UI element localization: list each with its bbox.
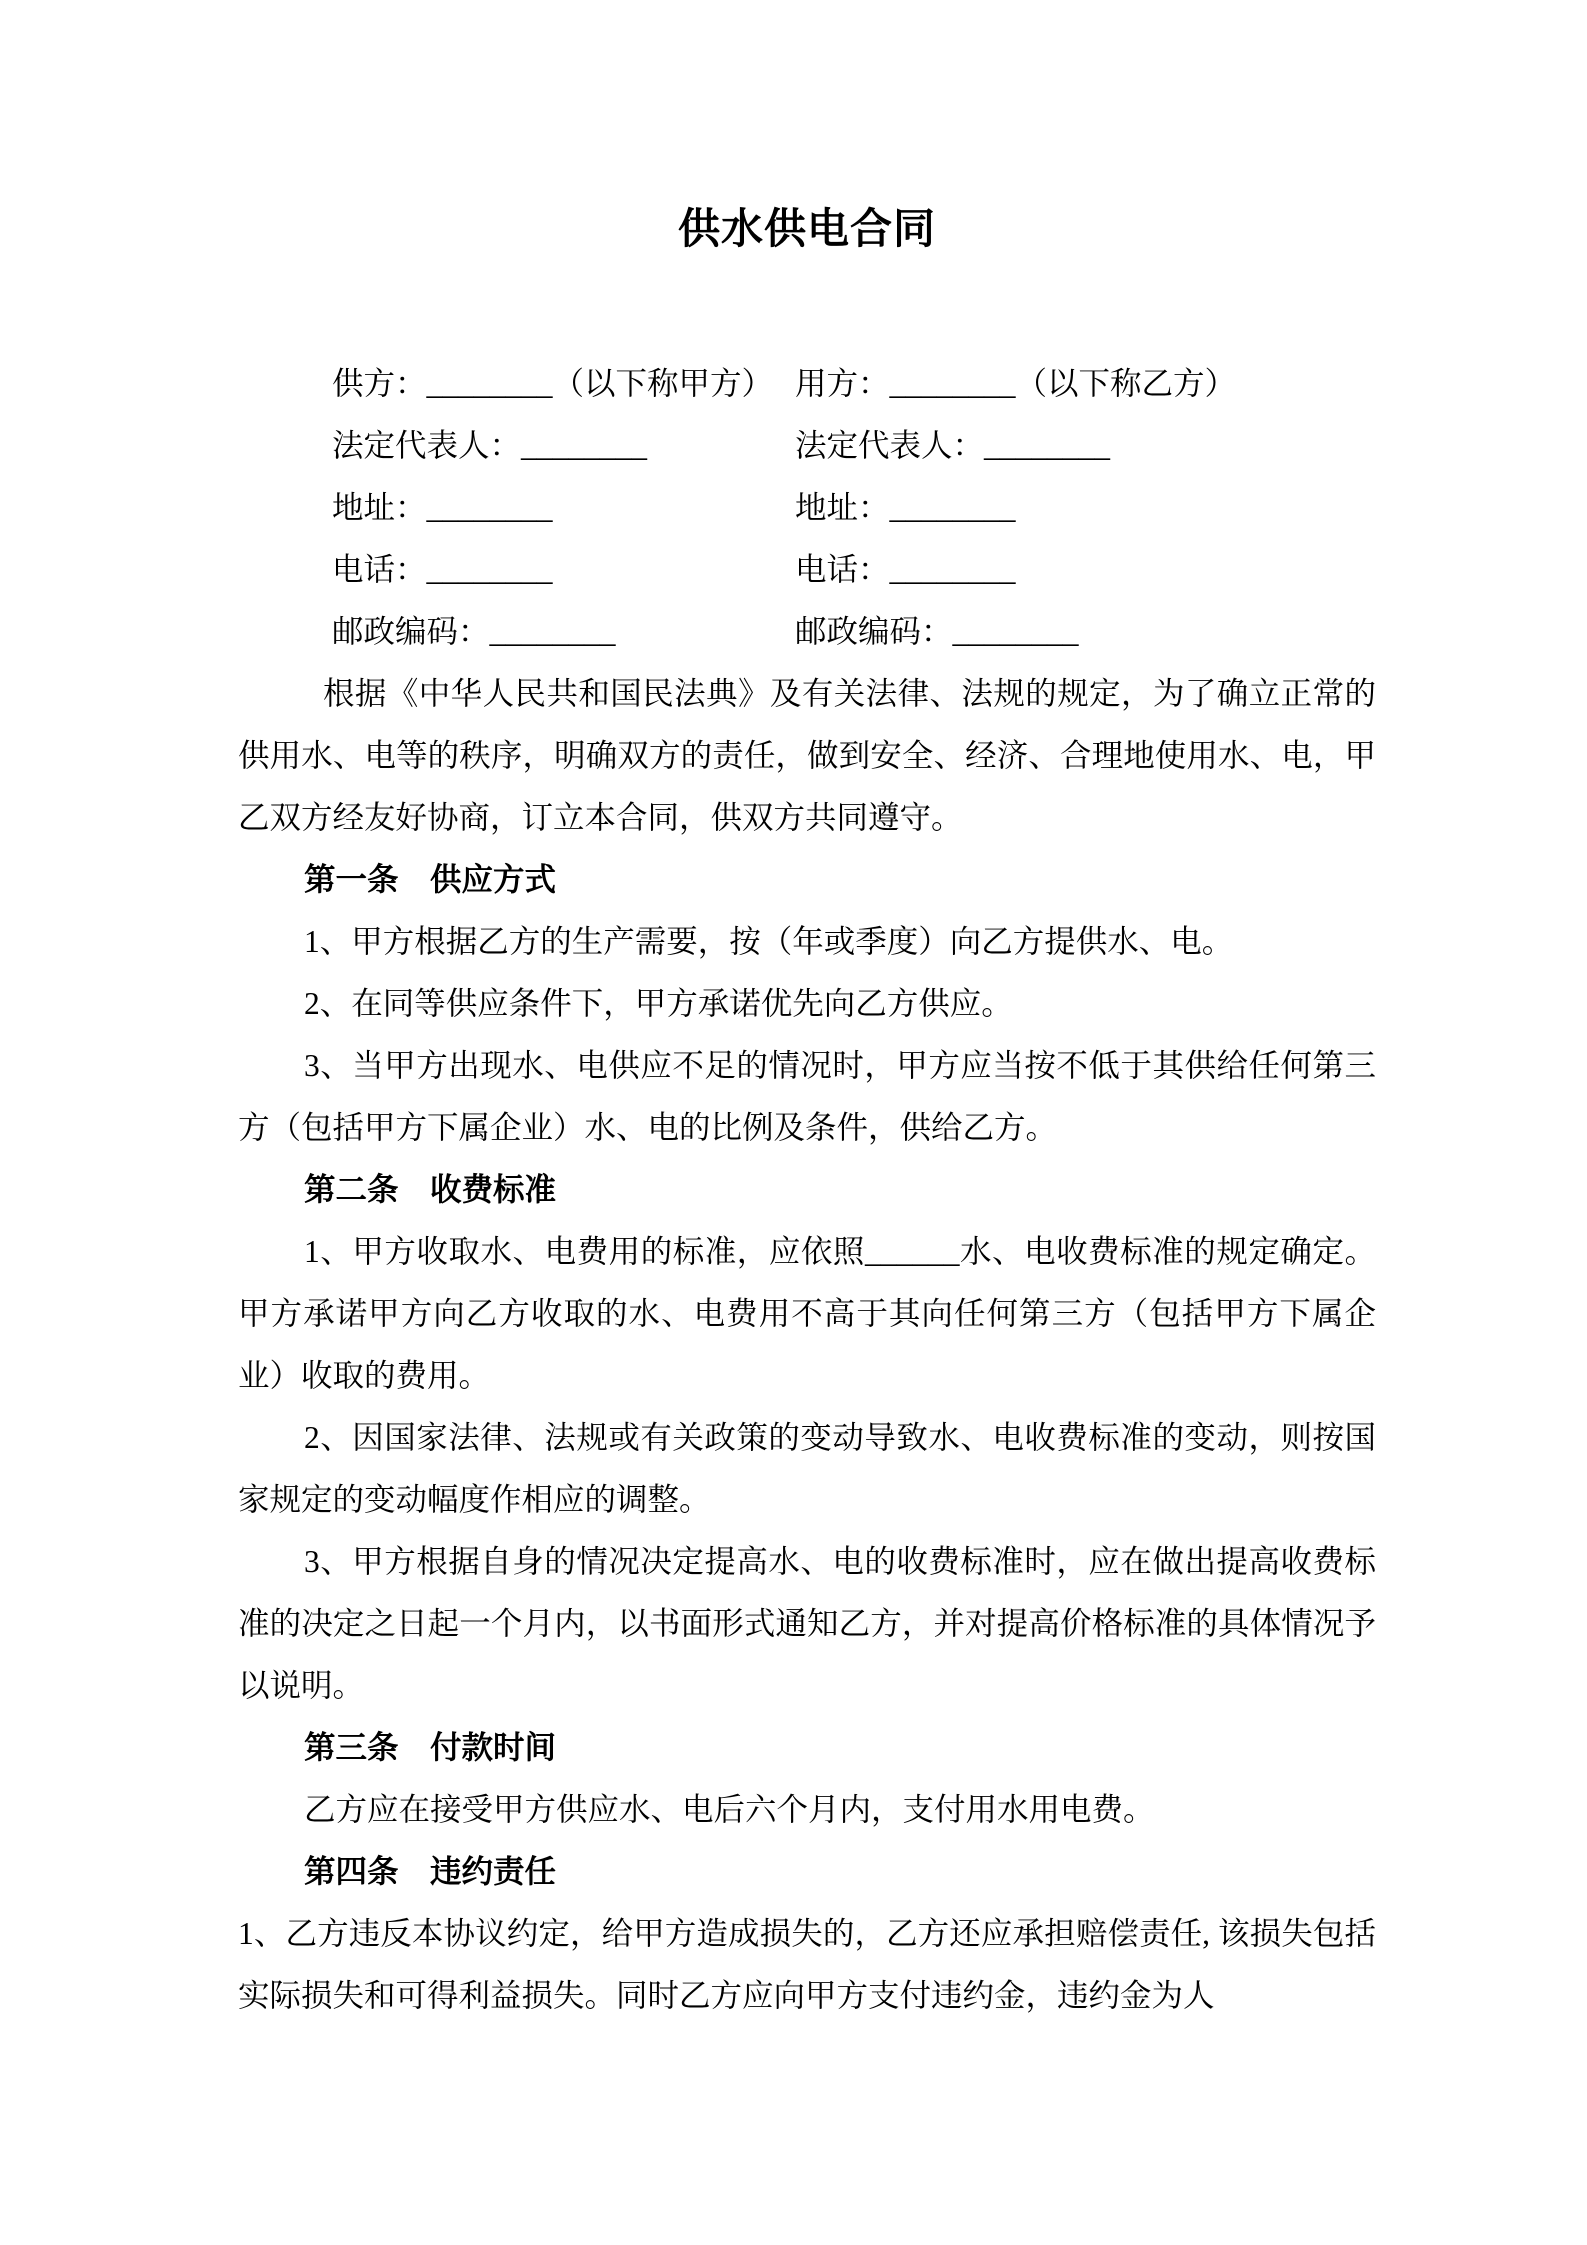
supplier-address-blank: ________ [426,490,553,525]
user-phone-blank: ________ [889,552,1016,587]
supplier-name-blank: ________ [426,366,553,401]
party-row-address [332,477,1376,539]
section-2-item-3: 3、甲方根据自身的情况决定提高水、电的收费标准时，应在做出提高收费标准的决定之日起一个月内，以书面形式通知乙方，并对提高价格标准的具体情况予以说明。 [238,1544,1376,1703]
section-2-item-1: 1、甲方收取水、电费用的标准，应依照______水、电收费标准的规定确定。甲方承诺甲方向乙方收取的水、电费用不高于其向任何第三方（包括甲方下属企业）收取的费用。 [238,1234,1376,1393]
supplier-representative-blank: ________ [521,428,648,463]
user-representative-blank: ________ [984,428,1111,463]
section-4-item-1: 1、乙方违反本协议约定，给甲方造成损失的，乙方还应承担赔偿责任, 该损失包括实际损失和可得利益损失。同时乙方应向甲方支付违约金，违约金为人 [238,1916,1376,2013]
supplier-name-cell [332,353,795,415]
user-address-label: 地址： [795,490,890,525]
user-representative-label: 法定代表人： [795,428,985,463]
supplier-address-cell [332,477,795,539]
user-alias: （以下称乙方） [1015,366,1237,401]
user-address-cell [795,477,1376,539]
supplier-representative-cell [332,415,795,477]
supplier-phone-label: 电话： [332,552,427,587]
supplier-label: 供方： [332,366,427,401]
document-title: 供水供电合同 [677,207,936,253]
user-postcode-label: 邮政编码： [795,614,953,649]
supplier-postcode-label: 邮政编码： [332,614,490,649]
supplier-postcode-blank: ________ [489,614,616,649]
preamble-paragraph: 根据《中华人民共和国民法典》及有关法律、法规的规定，为了确立正常的供用水、电等的秩序，明确双方的责任，做到安全、经济、合理地使用水、电，甲乙双方经友好协商，订立本合同，供双方共同遵守。 [238,676,1376,835]
user-address-blank: ________ [889,490,1016,525]
user-representative-cell [795,415,1376,477]
section-3-heading: 第三条 付款时间 [304,1730,557,1765]
user-name-blank: ________ [889,366,1016,401]
supplier-postcode-cell [332,601,795,663]
section-1-heading: 第一条 供应方式 [304,862,557,897]
section-3-body: 乙方应在接受甲方供应水、电后六个月内，支付用水用电费。 [304,1792,1155,1827]
party-info-block [332,353,1376,663]
section-2-item-2: 2、因国家法律、法规或有关政策的变动导致水、电收费标准的变动，则按国家规定的变动幅度作相应的调整。 [238,1420,1376,1517]
party-row-phone [332,539,1376,601]
user-postcode-blank: ________ [952,614,1079,649]
party-row-name [332,353,1376,415]
supplier-phone-cell [332,539,795,601]
user-phone-label: 电话： [795,552,890,587]
supplier-alias: （以下称甲方） [552,366,774,401]
party-row-representative [332,415,1376,477]
section-4-heading: 第四条 违约责任 [304,1854,557,1889]
user-postcode-cell [795,601,1376,663]
user-phone-cell [795,539,1376,601]
user-label: 用方： [795,366,890,401]
section-1-item-3: 3、当甲方出现水、电供应不足的情况时，甲方应当按不低于其供给任何第三方（包括甲方下属企业）水、电的比例及条件，供给乙方。 [238,1048,1376,1145]
section-2-heading: 第二条 收费标准 [304,1172,557,1207]
user-name-cell [795,353,1376,415]
supplier-representative-label: 法定代表人： [332,428,522,463]
supplier-address-label: 地址： [332,490,427,525]
supplier-phone-blank: ________ [426,552,553,587]
section-1-item-2: 2、在同等供应条件下，甲方承诺优先向乙方供应。 [304,986,1013,1021]
party-row-postcode [332,601,1376,663]
section-1-item-1: 1、甲方根据乙方的生产需要，按（年或季度）向乙方提供水、电。 [304,924,1234,959]
